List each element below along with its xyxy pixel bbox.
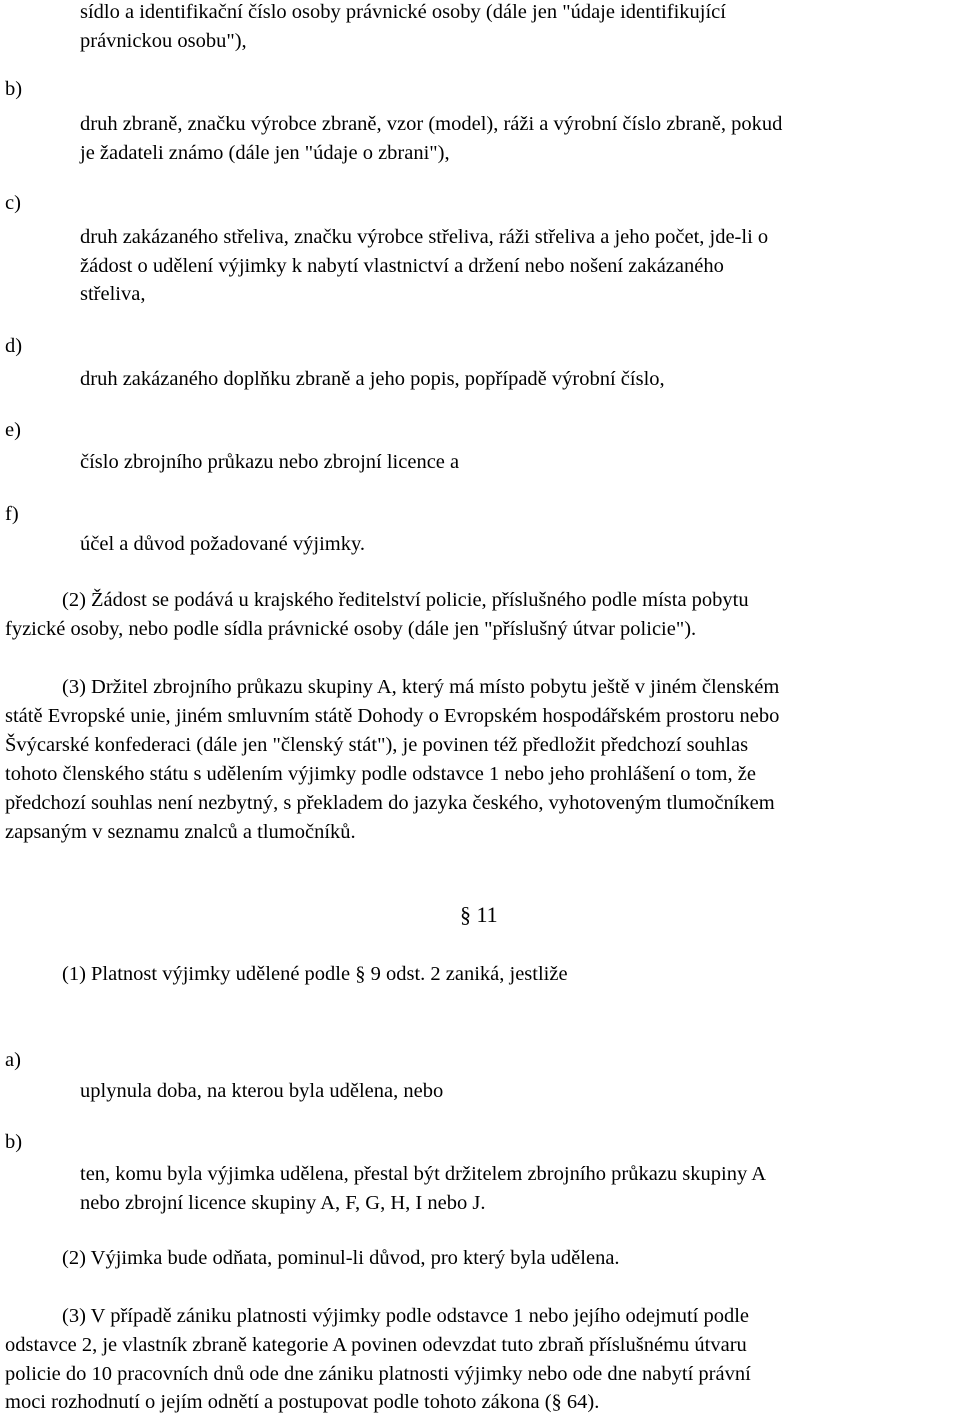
section-paragraph-3-line-3: policie do 10 pracovních dnů ode dne zániku platnosti výjimky nebo ode dne nabytí právní: [5, 1363, 751, 1385]
item-b-label: b): [5, 78, 23, 100]
item-b-line-1: druh zbraně, značku výrobce zbraně, vzor (model), ráži a výrobní číslo zbraně, pokud: [80, 113, 783, 135]
item-c-label: c): [5, 192, 21, 214]
paragraph-3-line-6: zapsaným v seznamu znalců a tlumočníků.: [5, 821, 356, 843]
section-item-b-line-2: nebo zbrojní licence skupiny A, F, G, H, I nebo J.: [80, 1192, 486, 1214]
section-paragraph-3-line-1: (3) V případě zániku platnosti výjimky podle odstavce 1 nebo jejího odejmutí podle: [62, 1305, 750, 1327]
item-f-line-1: účel a důvod požadované výjimky.: [80, 533, 366, 555]
item-a-line-1: sídlo a identifikační číslo osoby právnické osoby (dále jen "údaje identifikující: [80, 1, 726, 23]
paragraph-3-line-5: předchozí souhlas není nezbytný, s překladem do jazyka českého, vyhotoveným tlumočníkem: [5, 792, 775, 814]
item-c-line-3: střeliva,: [80, 283, 146, 305]
item-e-label: e): [5, 419, 21, 441]
section-item-b-label: b): [5, 1131, 23, 1153]
item-c-line-1: druh zakázaného střeliva, značku výrobce střeliva, ráži střeliva a jeho počet, jde-li o: [80, 226, 769, 248]
item-d-label: d): [5, 335, 23, 357]
paragraph-3-line-4: tohoto členského státu s udělením výjimky podle odstavce 1 nebo jeho prohlášení o tom, že: [5, 763, 756, 785]
item-c-line-2: žádost o udělení výjimky k nabytí vlastnictví a držení nebo nošení zakázaného: [80, 255, 724, 277]
item-f-label: f): [5, 503, 19, 525]
paragraph-2-line-1: (2) Žádost se podává u krajského ředitelství policie, příslušného podle místa pobytu: [62, 589, 749, 611]
section-intro: (1) Platnost výjimky udělené podle § 9 odst. 2 zaniká, jestliže: [62, 963, 568, 985]
section-heading: § 11: [460, 902, 498, 927]
section-paragraph-3-line-2: odstavce 2, je vlastník zbraně kategorie A povinen odevzdat tuto zbraň příslušnému útvaru: [5, 1334, 747, 1356]
section-paragraph-2: (2) Výjimka bude odňata, pominul-li důvod, pro který byla udělena.: [62, 1247, 620, 1269]
item-e-line-1: číslo zbrojního průkazu nebo zbrojní licence a: [80, 451, 460, 473]
item-d-line-1: druh zakázaného doplňku zbraně a jeho popis, popřípadě výrobní číslo,: [80, 368, 665, 390]
paragraph-2-line-2: fyzické osoby, nebo podle sídla právnické osoby (dále jen "příslušný útvar policie").: [5, 618, 697, 640]
section-item-a-label: a): [5, 1049, 21, 1071]
section-item-a-line-1: uplynula doba, na kterou byla udělena, nebo: [80, 1080, 444, 1102]
item-a-line-2: právnickou osobu"),: [80, 30, 247, 52]
section-paragraph-3-line-4: moci rozhodnutí o jejím odnětí a postupovat podle tohoto zákona (§ 64).: [5, 1391, 600, 1413]
section-item-b-line-1: ten, komu byla výjimka udělena, přestal být držitelem zbrojního průkazu skupiny A: [80, 1163, 767, 1185]
item-b-line-2: je žadateli známo (dále jen "údaje o zbrani"),: [80, 142, 450, 164]
paragraph-3-line-3: Švýcarské konfederaci (dále jen "členský stát"), je povinen též předložit předchozí souhlas: [5, 734, 749, 756]
paragraph-3-line-2: státě Evropské unie, jiném smluvním státě Dohody o Evropském hospodářském prostoru nebo: [5, 705, 780, 727]
paragraph-3-line-1: (3) Držitel zbrojního průkazu skupiny A, který má místo pobytu ještě v jiném členském: [62, 676, 780, 698]
